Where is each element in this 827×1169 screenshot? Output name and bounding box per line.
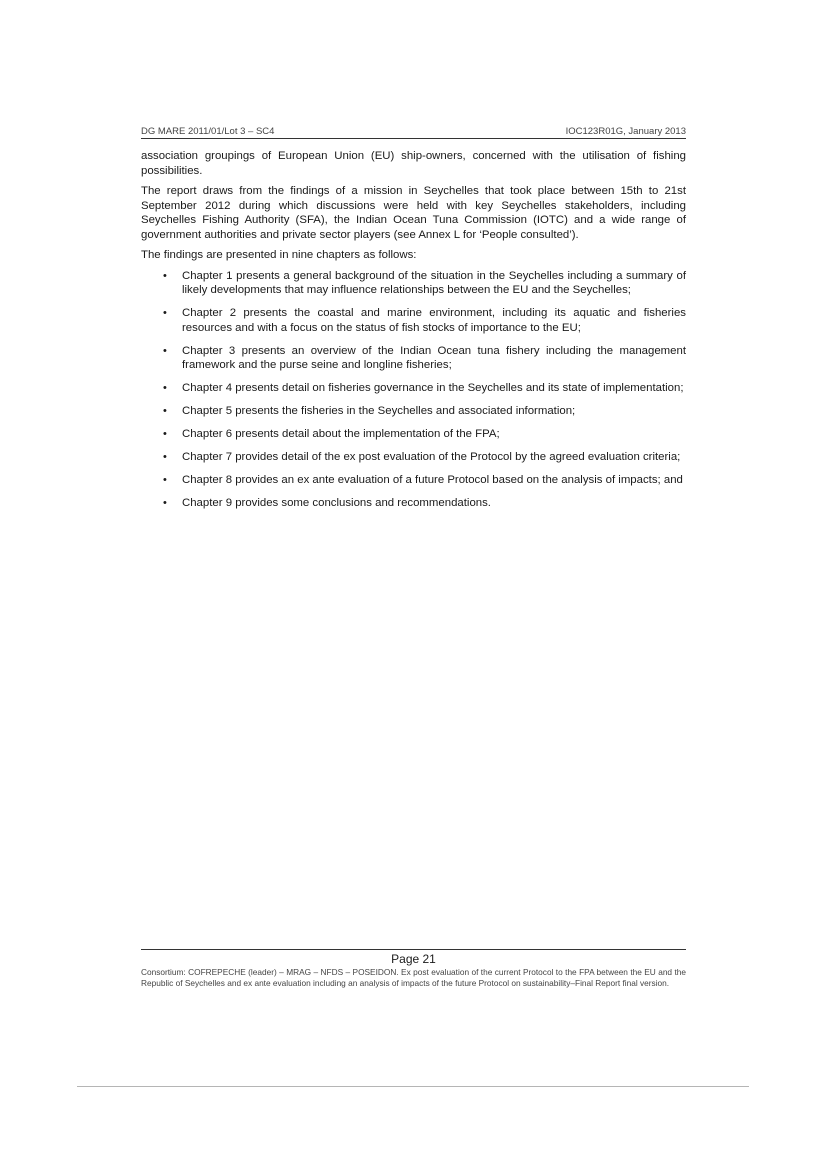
list-item — [141, 496, 686, 511]
paragraph-findings: The findings are presented in nine chapters as follows: — [141, 249, 417, 261]
chapter-text: Chapter 7 provides detail of the ex post evaluation of the Protocol by the agreed evaluation criteria; — [182, 451, 681, 463]
list-item — [141, 450, 686, 465]
paragraph-intro: association groupings of European Union (EU) ship-owners, concerned with the utilisation of fishing possibilities. — [141, 150, 686, 177]
list-item — [141, 306, 686, 335]
list-item — [141, 344, 686, 373]
chapter-text: Chapter 5 presents the fisheries in the Seychelles and associated information; — [182, 405, 576, 417]
header-right: IOC123R01G, January 2013 — [565, 126, 686, 137]
bullet-icon: • — [163, 269, 167, 282]
chapter-list — [141, 269, 686, 511]
bullet-icon: • — [163, 474, 167, 486]
page-number: Page 21 — [391, 952, 436, 966]
bullet-icon: • — [163, 344, 167, 357]
paragraph-mission: The report draws from the findings of a mission in Seychelles that took place between 15th to 21st September 2012 during which discussions were held with key Seychelles stakeholders, including Seychelles Fishing Authority (SFA), the Indian Ocean Tuna Commission (IOTC) and a wide range of government authorities and private sector players (see Annex L for ‘People consulted’). — [141, 185, 686, 241]
header-left: DG MARE 2011/01/Lot 3 – SC4 — [141, 126, 275, 137]
page-header — [141, 126, 686, 139]
list-item — [141, 427, 686, 442]
chapter-text: Chapter 6 presents detail about the implementation of the FPA; — [182, 428, 500, 440]
bullet-icon: • — [163, 451, 167, 463]
bullet-icon: • — [163, 307, 167, 319]
chapter-text: Chapter 2 presents the coastal and marine environment, including its aquatic and fisheries resources and with a focus on the status of fish stocks of importance to the EU; — [182, 307, 686, 334]
page-bottom-divider — [77, 1086, 749, 1087]
footer-divider — [141, 949, 686, 950]
bullet-icon: • — [163, 405, 167, 417]
chapter-text: Chapter 1 presents a general background of the situation in the Seychelles including a summary of likely developments that may influence relationships between the EU and the Seychelles; — [182, 269, 686, 296]
chapter-text: Chapter 3 presents an overview of the Indian Ocean tuna fishery including the management framework and the purse seine and longline fisheries; — [182, 344, 686, 371]
chapter-text: Chapter 4 presents detail on fisheries governance in the Seychelles and its state of implementation; — [182, 382, 684, 394]
page-content — [141, 149, 686, 519]
list-item — [141, 473, 686, 488]
bullet-icon: • — [163, 497, 167, 509]
bullet-icon: • — [163, 428, 167, 440]
bullet-icon: • — [163, 382, 167, 394]
list-item — [141, 404, 686, 419]
chapter-text: Chapter 9 provides some conclusions and recommendations. — [182, 497, 491, 509]
list-item — [141, 269, 686, 298]
footer-consortium-text: Consortium: COFREPECHE (leader) – MRAG – NFDS – POSEIDON. Ex post evaluation of the current Protocol to the FPA between the EU and the Republic of Seychelles and ex ante evaluation including an analysis of impacts of the future Protocol on sustainability–Final Report final version. — [141, 967, 686, 988]
chapter-text: Chapter 8 provides an ex ante evaluation of a future Protocol based on the analysis of impacts; and — [182, 474, 683, 486]
list-item — [141, 381, 686, 396]
